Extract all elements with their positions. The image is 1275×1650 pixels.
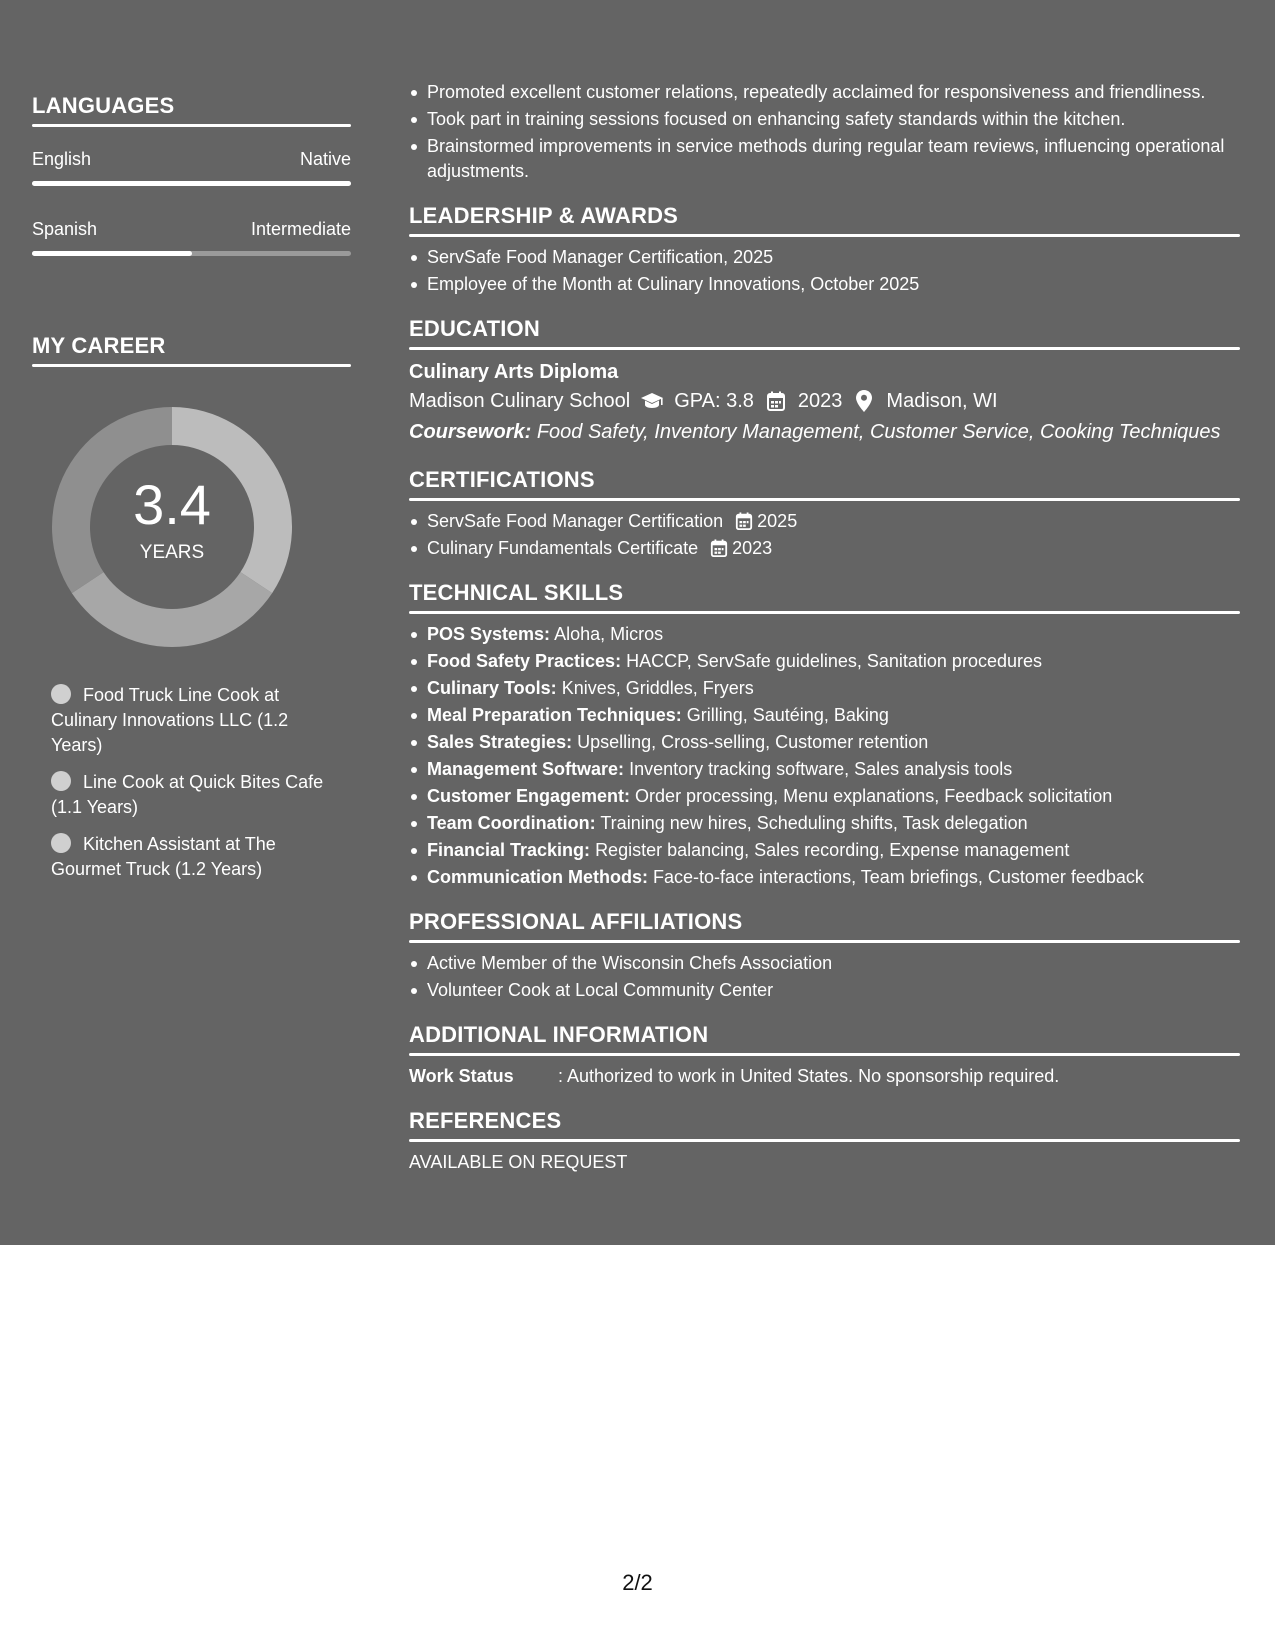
career-section	[32, 332, 351, 882]
leadership-item: Employee of the Month at Culinary Innovations, October 2025	[409, 272, 1240, 297]
career-list	[51, 683, 341, 882]
calendar-icon	[710, 539, 728, 557]
education-section	[409, 315, 1240, 448]
skill-value: Knives, Griddles, Fryers	[561, 678, 754, 698]
skill-value: Inventory tracking software, Sales analysis tools	[629, 759, 1013, 779]
skill-value: HACCP, ServSafe guidelines, Sanitation procedures	[626, 651, 1042, 671]
career-item	[51, 770, 341, 820]
skill-label: Team Coordination:	[427, 813, 596, 833]
language-proficiency-bar	[32, 251, 351, 256]
work-status-label: Work Status	[409, 1066, 514, 1086]
certification-name: ServSafe Food Manager Certification	[427, 511, 724, 531]
skill-label: POS Systems:	[427, 624, 551, 644]
coursework-list: Food Safety, Inventory Management, Customer Service, Cooking Techniques	[536, 421, 1221, 443]
career-dot-icon	[51, 684, 71, 704]
education-school: Madison Culinary School	[409, 390, 631, 412]
language-proficiency-bar	[32, 181, 351, 186]
education-meta	[409, 386, 1240, 416]
leadership-rule	[409, 234, 1240, 237]
calendar-icon	[764, 389, 788, 413]
additional-info-section	[409, 1021, 1240, 1089]
career-donut-chart	[52, 407, 292, 647]
career-item-text: Kitchen Assistant at The Gourmet Truck (1.2 Years)	[51, 834, 276, 879]
career-item	[51, 832, 341, 882]
leadership-title: LEADERSHIP & AWARDS	[409, 203, 679, 228]
left-column	[32, 92, 351, 894]
work-status-row	[409, 1064, 1240, 1089]
education-coursework	[409, 416, 1240, 448]
references-title: REFERENCES	[409, 1108, 562, 1133]
skill-label: Food Safety Practices:	[427, 651, 622, 671]
skills-rule	[409, 611, 1240, 614]
language-level: Native	[299, 149, 351, 169]
career-total-value: 3.4	[133, 473, 211, 536]
skill-item	[409, 757, 1240, 782]
affiliations-section	[409, 908, 1240, 1003]
work-status-value: : Authorized to work in United States. No sponsorship required.	[558, 1066, 1060, 1086]
affiliation-item: Active Member of the Wisconsin Chefs Association	[409, 951, 1240, 976]
skill-item	[409, 784, 1240, 809]
experience-bullets	[409, 80, 1240, 184]
certification-item	[409, 536, 1240, 561]
experience-bullet: Brainstormed improvements in service methods during regular team reviews, influencing operational adjustments.	[409, 134, 1240, 184]
page-number: 2/2	[622, 1570, 653, 1595]
certifications-rule	[409, 498, 1240, 501]
references-text: AVAILABLE ON REQUEST	[409, 1152, 628, 1172]
skill-item	[409, 649, 1240, 674]
skill-value: Aloha, Micros	[554, 624, 664, 644]
affiliations-rule	[409, 940, 1240, 943]
language-name: English	[32, 149, 92, 169]
skill-label: Communication Methods:	[427, 867, 648, 887]
references-rule	[409, 1139, 1240, 1142]
education-degree: Culinary Arts Diploma	[409, 361, 619, 383]
language-item	[32, 217, 351, 256]
calendar-icon	[735, 512, 753, 530]
references-section	[409, 1107, 1240, 1175]
education-year: 2023	[797, 390, 843, 412]
experience-bullet: Promoted excellent customer relations, repeatedly acclaimed for responsiveness and friendliness.	[409, 80, 1240, 105]
certifications-title: CERTIFICATIONS	[409, 467, 595, 492]
skill-value: Register balancing, Sales recording, Expense management	[595, 840, 1070, 860]
career-dot-icon	[51, 833, 71, 853]
language-proficiency-fill	[32, 181, 351, 186]
coursework-label: Coursework:	[409, 421, 532, 443]
languages-title: LANGUAGES	[32, 93, 175, 118]
career-item-text: Food Truck Line Cook at Culinary Innovations LLC (1.2 Years)	[51, 685, 289, 755]
education-title: EDUCATION	[409, 316, 540, 341]
skill-item	[409, 865, 1240, 890]
skill-value: Order processing, Menu explanations, Feedback solicitation	[635, 786, 1113, 806]
skill-item	[409, 838, 1240, 863]
certification-year: 2023	[732, 538, 773, 558]
skill-label: Financial Tracking:	[427, 840, 591, 860]
skill-item	[409, 676, 1240, 701]
language-proficiency-fill	[32, 251, 192, 256]
skill-label: Culinary Tools:	[427, 678, 557, 698]
career-item-text: Line Cook at Quick Bites Cafe (1.1 Years)	[51, 772, 324, 817]
certifications-section	[409, 466, 1240, 561]
graduation-cap-icon	[640, 389, 664, 413]
career-donut-slice	[72, 572, 272, 647]
languages-section	[32, 92, 351, 256]
language-item	[32, 147, 351, 186]
additional-info-rule	[409, 1053, 1240, 1056]
skill-item	[409, 730, 1240, 755]
education-gpa: GPA: 3.8	[674, 390, 754, 412]
certification-item	[409, 509, 1240, 534]
career-total-unit: YEARS	[139, 542, 205, 563]
career-item	[51, 683, 341, 758]
certification-name: Culinary Fundamentals Certificate	[427, 538, 699, 558]
skill-item	[409, 811, 1240, 836]
skill-value: Upselling, Cross-selling, Customer retention	[577, 732, 929, 752]
language-name: Spanish	[32, 219, 98, 239]
education-location: Madison, WI	[886, 390, 998, 412]
leadership-item: ServSafe Food Manager Certification, 2025	[409, 245, 1240, 270]
language-level: Intermediate	[250, 219, 351, 239]
skill-item	[409, 703, 1240, 728]
languages-rule	[32, 124, 351, 127]
career-rule	[32, 364, 351, 367]
skill-label: Meal Preparation Techniques:	[427, 705, 682, 725]
skills-section	[409, 579, 1240, 890]
right-column	[409, 80, 1240, 1175]
career-title: MY CAREER	[32, 333, 166, 358]
skill-label: Customer Engagement:	[427, 786, 631, 806]
leadership-section	[409, 202, 1240, 297]
skill-item	[409, 622, 1240, 647]
skills-title: TECHNICAL SKILLS	[409, 580, 624, 605]
skills-list	[409, 622, 1240, 890]
skill-value: Face-to-face interactions, Team briefings, Customer feedback	[653, 867, 1144, 887]
experience-bullet: Took part in training sessions focused on enhancing safety standards within the kitchen.	[409, 107, 1240, 132]
skill-value: Grilling, Sautéing, Baking	[686, 705, 889, 725]
location-pin-icon	[852, 389, 876, 413]
skill-label: Management Software:	[427, 759, 625, 779]
affiliation-item: Volunteer Cook at Local Community Center	[409, 978, 1240, 1003]
skill-label: Sales Strategies:	[427, 732, 573, 752]
education-rule	[409, 347, 1240, 350]
affiliations-title: PROFESSIONAL AFFILIATIONS	[409, 909, 743, 934]
certification-year: 2025	[757, 511, 798, 531]
skill-value: Training new hires, Scheduling shifts, Task delegation	[600, 813, 1028, 833]
career-dot-icon	[51, 771, 71, 791]
additional-info-title: ADDITIONAL INFORMATION	[409, 1022, 709, 1047]
